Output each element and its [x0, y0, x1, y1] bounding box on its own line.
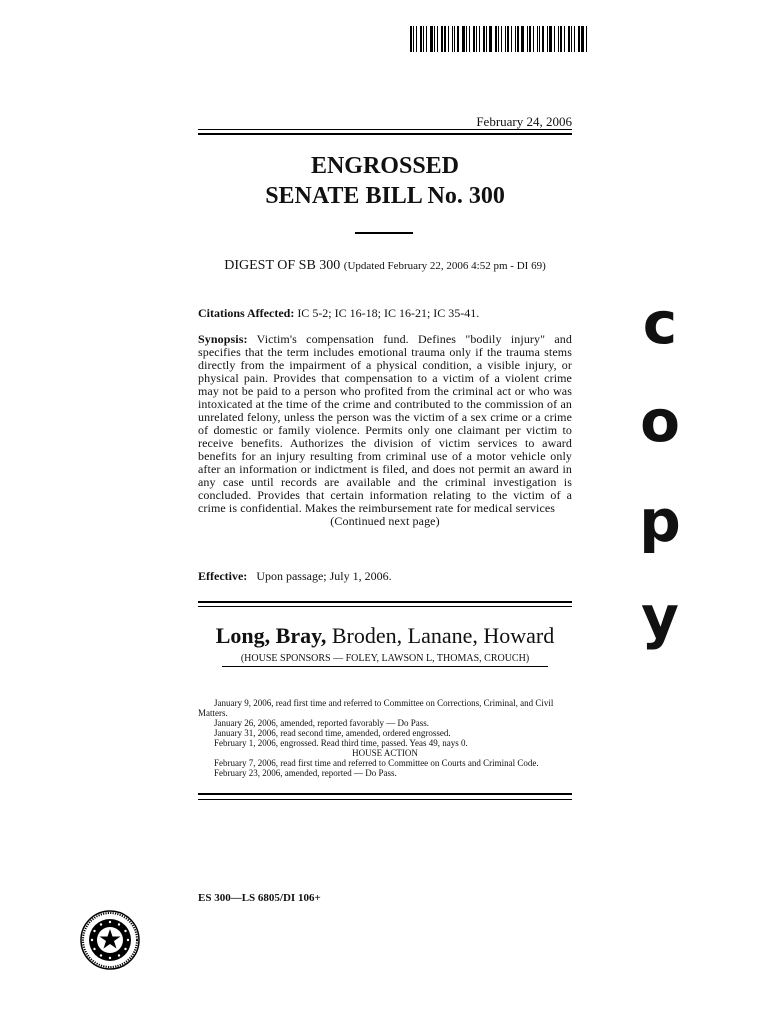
barcode-bar — [423, 26, 424, 52]
barcode-bar — [430, 26, 433, 52]
barcode-bar — [469, 26, 470, 52]
barcode-bar — [489, 26, 492, 52]
action-item: January 26, 2006, amended, reported favorably — Do Pass. — [214, 718, 429, 728]
barcode — [410, 26, 590, 52]
divider — [198, 799, 572, 800]
barcode-bar — [539, 26, 540, 52]
barcode-bar — [533, 26, 534, 52]
effective — [198, 569, 572, 584]
barcode-bar — [413, 26, 414, 52]
barcode-bar — [437, 26, 438, 52]
barcode-bar — [498, 26, 499, 52]
action-item: February 1, 2006, engrossed. Read third time, passed. Yeas 49, nays 0. — [214, 738, 468, 748]
effective-label: Effective: — [198, 569, 248, 583]
effective-value: Upon passage; July 1, 2006. — [256, 569, 392, 583]
barcode-bar — [537, 26, 538, 52]
divider — [222, 666, 548, 667]
barcode-bar — [578, 26, 580, 52]
bill-title-line1: ENGROSSED — [310, 153, 460, 179]
barcode-bar — [586, 26, 587, 52]
action-item: January 9, 2006, read first time and referred to Committee on Corrections, Criminal, and Civil Matters. — [198, 698, 554, 718]
synopsis-text: Victim's compensation fund. Defines "bodily injury" and specifies that the term includes emotional trauma only if the trauma stems directly from the impairment of a physical condition, a visible injury, or physical pain. Provides that compensation to a victim of a violent crime may not be paid to a person who profited from the criminal act or who was intoxicated at the time of the crime and contributed to the commission of an unrelated felony, unless the person was the victim of a sex crime or a crime of domestic or family violence. Permits only one claimant per victim to receive benefits. Authorizes the division of victim services to award benefits for an injury resulting from criminal use of a motor vehicle only after an information or indictment is filed, and does not permit an award in any case until records are available and the criminal investigation is concluded. Provides that certain information relating to the victim of a crime is confidential. Makes the reimbursement rate for medical services — [198, 332, 573, 515]
divider — [198, 793, 572, 795]
action-item: February 23, 2006, amended, reported — Do Pass. — [214, 768, 397, 778]
divider — [198, 133, 572, 135]
barcode-bar — [507, 26, 509, 52]
barcode-bar — [473, 26, 475, 52]
barcode-bar — [426, 26, 427, 52]
barcode-bar — [517, 26, 519, 52]
barcode-bar — [547, 26, 548, 52]
house-action-heading: HOUSE ACTION — [352, 748, 418, 758]
barcode-bar — [521, 26, 524, 52]
barcode-bar — [501, 26, 502, 52]
barcode-bar — [486, 26, 487, 52]
copy-watermark-letter: o — [640, 387, 680, 455]
barcode-bar — [483, 26, 485, 52]
barcode-bar — [410, 26, 412, 52]
barcode-bar — [571, 26, 572, 52]
barcode-bar — [441, 26, 443, 52]
barcode-bar — [495, 26, 497, 52]
action-item: February 7, 2006, read first time and referred to Committee on Courts and Criminal Code. — [214, 758, 539, 768]
barcode-bar — [527, 26, 528, 52]
state-seal-icon — [80, 910, 140, 970]
divider — [198, 129, 572, 130]
barcode-bar — [454, 26, 455, 52]
barcode-bar — [448, 26, 449, 52]
barcode-bar — [462, 26, 465, 52]
copy-watermark-letter: y — [641, 583, 679, 651]
bill-title-line2: SENATE BILL No. 300 — [265, 183, 505, 209]
barcode-bar — [452, 26, 453, 52]
digest-updated: (Updated February 22, 2006 4:52 pm - DI 69) — [343, 260, 546, 272]
legislative-actions — [198, 698, 572, 778]
divider — [198, 606, 572, 607]
barcode-bar — [511, 26, 512, 52]
synopsis-label: Synopsis: — [198, 332, 248, 346]
barcode-bar — [568, 26, 570, 52]
barcode-bar — [560, 26, 562, 52]
barcode-bar — [476, 26, 477, 52]
senate-sponsors — [198, 623, 572, 649]
digest-heading — [198, 258, 572, 274]
barcode-bar — [542, 26, 544, 52]
citations-label: Citations Affected: — [198, 306, 295, 320]
barcode-bar — [558, 26, 559, 52]
barcode-bar — [574, 26, 575, 52]
barcode-bar — [505, 26, 506, 52]
barcode-bar — [457, 26, 459, 52]
barcode-bar — [515, 26, 516, 52]
barcode-bar — [479, 26, 480, 52]
digest-label: DIGEST OF SB 300 — [224, 258, 341, 273]
barcode-bar — [554, 26, 555, 52]
barcode-bar — [564, 26, 565, 52]
co-sponsors: Broden, Lanane, Howard — [331, 623, 555, 648]
barcode-bar — [416, 26, 417, 52]
barcode-bar — [420, 26, 422, 52]
primary-sponsors: Long, Bray, — [215, 623, 327, 648]
barcode-bar — [444, 26, 446, 52]
barcode-bar — [581, 26, 584, 52]
action-item: January 31, 2006, read second time, amended, ordered engrossed. — [214, 728, 451, 738]
citations — [198, 306, 572, 321]
document-date: February 24, 2006 — [476, 114, 572, 129]
footer-id: ES 300—LS 6805/DI 106+ — [198, 892, 321, 904]
divider — [198, 601, 572, 603]
copy-watermark-letter: p — [639, 487, 681, 555]
barcode-bar — [466, 26, 467, 52]
barcode-bar — [529, 26, 531, 52]
synopsis — [198, 333, 572, 528]
barcode-bar — [549, 26, 552, 52]
barcode-bar — [434, 26, 435, 52]
continued-note: (Continued next page) — [330, 514, 440, 528]
citations-value: IC 5-2; IC 16-18; IC 16-21; IC 35-41. — [297, 306, 480, 320]
copy-watermark-letter: c — [642, 289, 678, 357]
house-sponsors: (HOUSE SPONSORS — FOLEY, LAWSON L, THOMAS, CROUCH) — [240, 653, 530, 664]
title-dash — [355, 232, 413, 234]
